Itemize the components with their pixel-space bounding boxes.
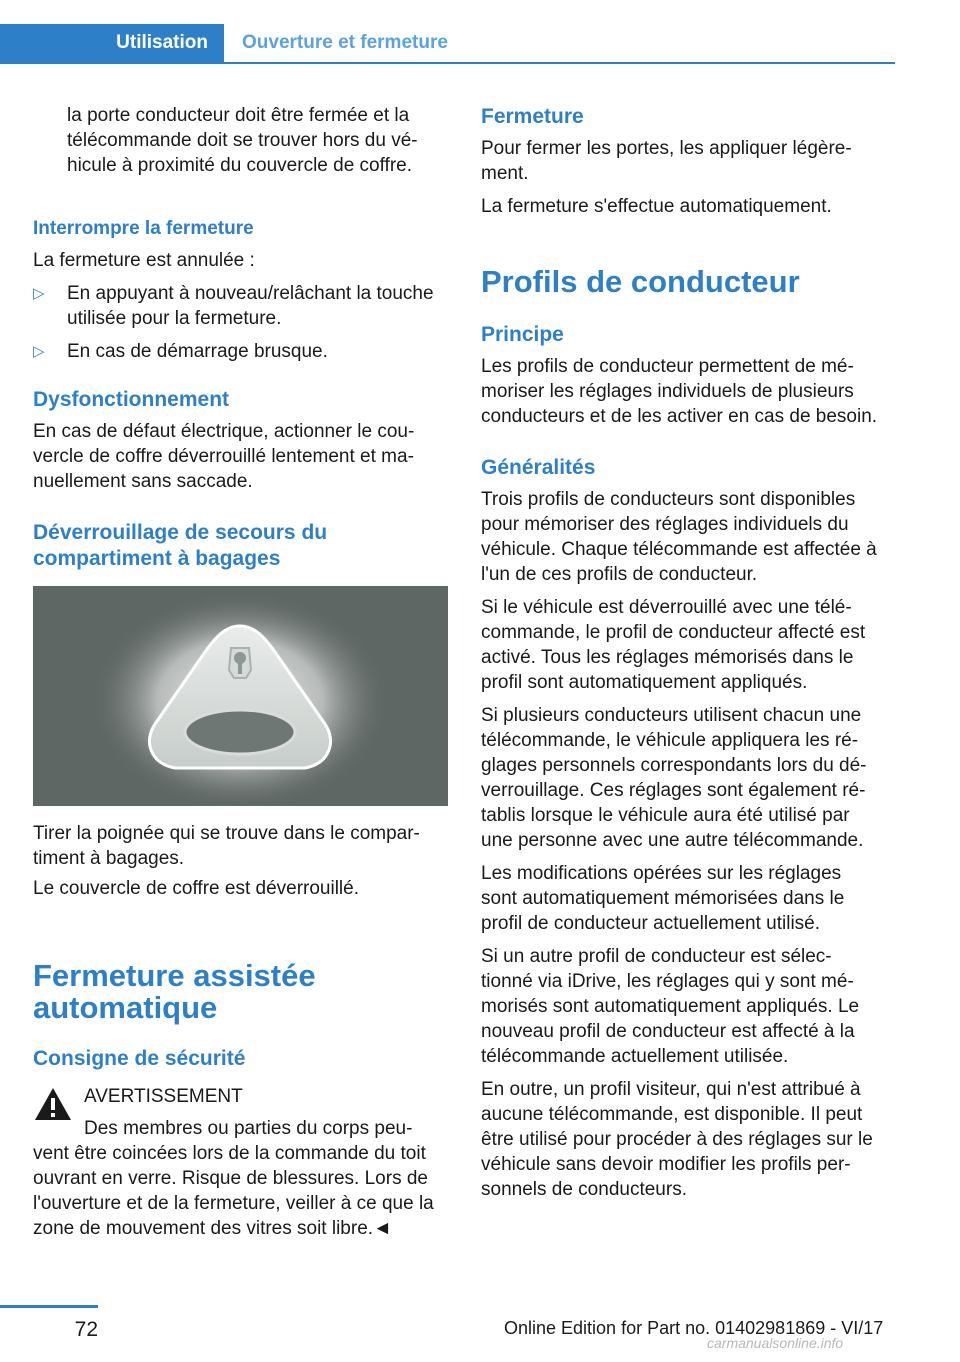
watermark: carmanualsonline.info <box>707 1335 844 1351</box>
interrompre-list <box>33 281 453 364</box>
generalites-heading: Généralités <box>481 456 596 479</box>
principe-text: Les profils de conducteur permettent de mé- moriser les réglages individuels de plusieurs conducteurs et de les activer en cas de besoin. <box>481 356 878 427</box>
coffre-deverrouille-text: Le couvercle de coffre est déverrouillé. <box>33 878 359 899</box>
tab-utilisation[interactable]: Utilisation <box>0 24 224 62</box>
chapter-header <box>0 24 895 64</box>
fermeture-heading: Fermeture <box>481 105 584 128</box>
interrompre-heading: Interrompre la fermeture <box>33 218 254 239</box>
profils-heading: Profils de conducteur <box>481 264 800 299</box>
interrompre-text: La fermeture est annulée : <box>33 250 255 271</box>
dysfonctionnement-heading: Dysfonctionnement <box>33 388 230 411</box>
warning-text-first-line: Des membres ou parties du corps peu- <box>84 1118 413 1139</box>
fermeture-text: Pour fermer les portes, les appliquer légère- ment. <box>481 138 852 184</box>
footer-rule <box>0 1305 98 1308</box>
list-item: ▷ En cas de démarrage brusque. <box>33 341 328 362</box>
tab-ouverture-fermeture[interactable]: Ouverture et fermeture <box>242 32 448 53</box>
deverrouillage-heading: Déverrouillage de secours du compartiment à bagages <box>33 521 328 570</box>
triangle-bullet-icon: ▷ <box>33 285 45 302</box>
generalites-text: Trois profils de conducteurs sont disponibles pour mémoriser des réglages individuels du véhicule. Chaque télécommande est affectée à l'un de ces profils de conducteur. <box>481 489 877 585</box>
page-number: 72 <box>74 1318 98 1341</box>
triangle-bullet-icon: ▷ <box>33 343 45 360</box>
paragraph-modifications: Les modifications opérées sur les réglages sont automatiquement mémorisées dans le profil de conducteur actuellement utilisé. <box>481 863 845 934</box>
edition-note: Online Edition for Part no. 01402981869 - VI/17 <box>504 1318 884 1338</box>
paragraph-idrive: Si un autre profil de conducteur est sélec- tionné via iDrive, les réglages qui y sont mé- morisés sont automatiquement appliqués. Le nouveau profil de conducteur est affecté à la télécommande actuellement utilisée. <box>481 946 860 1067</box>
paragraph-profil-visiteur: En outre, un profil visiteur, qui n'est attribué à aucune télécommande, est disponible. Il peut être utilisé pour procéder à des réglages sur le véhicule sans devoir modifier les profils per- sonnels de conducteurs. <box>481 1079 873 1200</box>
warning-text: vent être coincées lors de la commande du toit ouvrant en verre. Risque de blessures. Lors de l'ouverture et de la fermeture, veiller à ce que la zone de mouvement des vitres soit libre.◄ <box>33 1143 434 1239</box>
warning-label: AVERTISSEMENT <box>84 1086 243 1107</box>
consigne-heading: Consigne de sécurité <box>33 1047 246 1070</box>
list-item: ▷ En appuyant à nouveau/relâchant la touche utilisée pour la fermeture. <box>33 283 434 329</box>
dysfonctionnement-text: En cas de défaut électrique, actionner le cou- vercle de coffre déverrouillé lentement et ma- nuellement sans saccade. <box>33 421 415 492</box>
trunk-release-photo <box>33 586 448 806</box>
paragraph-plusieurs-conducteurs: Si plusieurs conducteurs utilisent chacun une télécommande, le véhicule appliquera les ré- glages personnels correspondants lors du dé- verrouillage. Ces réglages sont également ré- tablis lorsque le véhicule aura été utilisé par une personne avec une autre télécommande. <box>481 705 867 851</box>
warning-triangle-icon <box>33 1086 73 1122</box>
intro-paragraph: la porte conducteur doit être fermée et la télécommande doit se trouver hors du vé- hicule à proximité du couvercle de coffre. <box>67 105 418 176</box>
fermeture-auto-text: La fermeture s'effectue automatiquement. <box>481 196 832 217</box>
trunk-emergency-release-handle-icon <box>33 586 448 806</box>
photo-caption: Tirer la poignée qui se trouve dans le compar- timent à bagages. <box>33 823 420 869</box>
paragraph-deverrouillage: Si le véhicule est déverrouillé avec une télé- commande, le profil de conducteur affecté est activé. Tous les réglages mémorisés dans le profil sont automatiquement appliqués. <box>481 597 866 693</box>
fermeture-assistee-heading: Fermeture assistée automatique <box>33 958 316 1025</box>
principe-heading: Principe <box>481 323 564 346</box>
